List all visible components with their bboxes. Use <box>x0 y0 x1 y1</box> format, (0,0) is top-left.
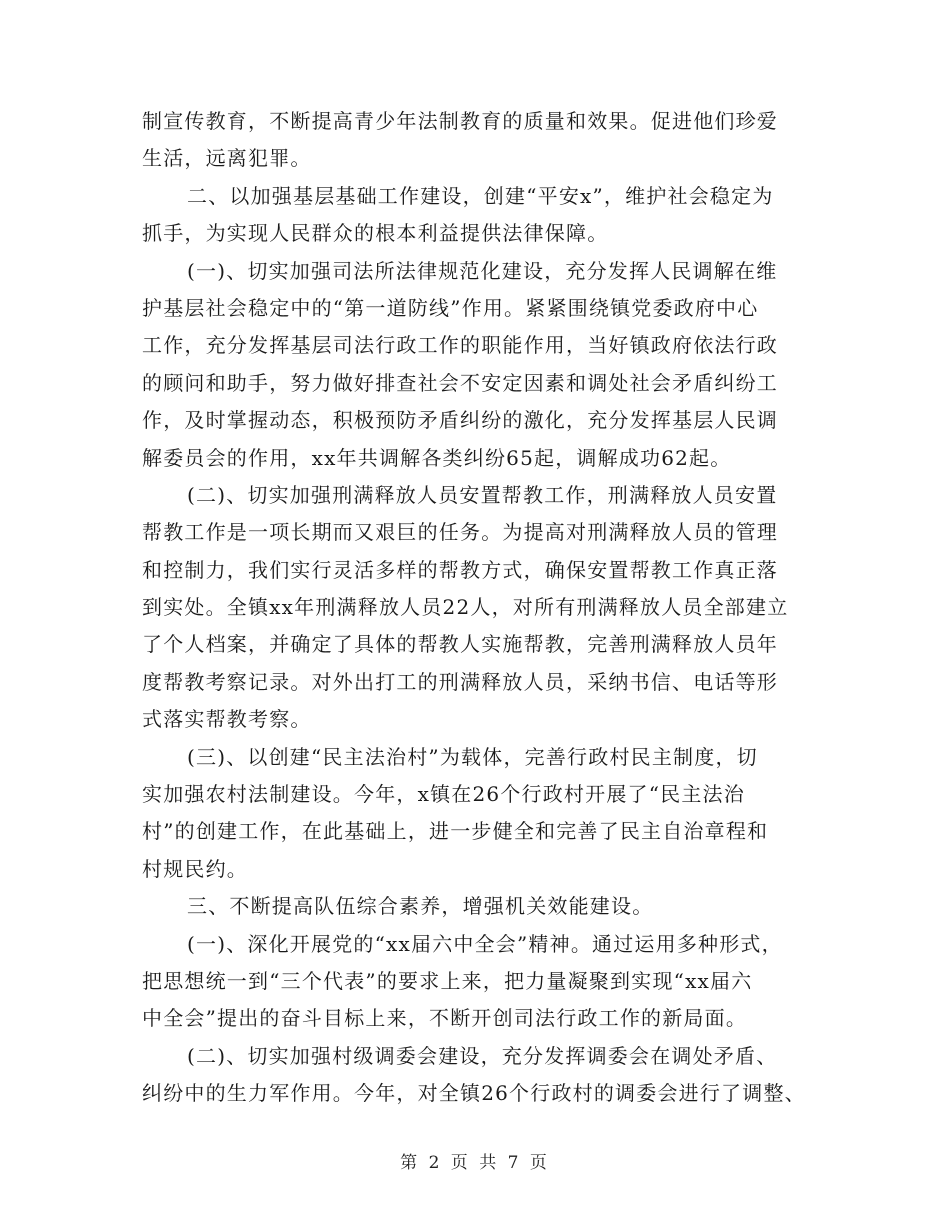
page-number-footer: 第 2 页 共 7 页 <box>400 1153 550 1173</box>
text-line: 解委员会的作用，xx年共调解各类纠纷65起，调解成功62起。 <box>142 445 732 470</box>
text-line: (一)、深化开展党的“xx届六中全会”精神。通过运用多种形式， <box>187 931 783 956</box>
text-line: 村规民约。 <box>142 856 248 881</box>
text-line: 村”的创建工作，在此基础上，进一步健全和完善了民主自治章程和 <box>142 819 769 844</box>
text-line: 中全会”提出的奋斗目标上来，不断开创司法行政工作的新局面。 <box>142 1006 748 1031</box>
text-line: 到实处。全镇xx年刑满释放人员22人，对所有刑满释放人员全部建立 <box>142 595 789 620</box>
text-line: (二)、切实加强刑满释放人员安置帮教工作，刑满释放人员安置 <box>187 482 778 507</box>
text-line: (三)、以创建“民主法治村”为载体，完善行政村民主制度，切 <box>187 744 758 769</box>
text-line: 实加强农村法制建设。今年，x镇在26个行政村开展了“民主法治 <box>142 782 745 807</box>
text-line: 作，及时掌握动态，积极预防矛盾纠纷的激化，充分发挥基层人民调 <box>142 408 778 433</box>
document-body <box>142 103 822 1113</box>
text-line: 三、不断提高队伍综合素养，增强机关效能建设。 <box>187 894 654 919</box>
text-line: 和控制力，我们实行灵活多样的帮教方式，确保安置帮教工作真正落 <box>142 557 778 582</box>
text-line: 纠纷中的生力军作用。今年，对全镇26个行政村的调委会进行了调整、 <box>142 1081 806 1106</box>
text-line: 的顾问和助手，努力做好排查社会不安定因素和调处社会矛盾纠纷工 <box>142 370 778 395</box>
text-line: 式落实帮教考察。 <box>142 707 312 732</box>
text-line: 了个人档案，并确定了具体的帮教人实施帮教，完善刑满释放人员年 <box>142 632 778 657</box>
text-line: 生活，远离犯罪。 <box>142 146 312 171</box>
text-line: 护基层社会稳定中的“第一道防线”作用。紧紧围绕镇党委政府中心 <box>142 295 759 320</box>
text-line: 二、以加强基层基础工作建设，创建“平安x”，维护社会稳定为 <box>187 183 774 208</box>
text-line: 工作，充分发挥基层司法行政工作的职能作用，当好镇政府依法行政 <box>142 333 778 358</box>
text-line: 把思想统一到“三个代表”的要求上来，把力量凝聚到实现“xx届六 <box>142 968 753 993</box>
text-line: 帮教工作是一项长期而又艰巨的任务。为提高对刑满释放人员的管理 <box>142 520 778 545</box>
text-line: 制宣传教育，不断提高青少年法制教育的质量和效果。促进他们珍爱 <box>142 109 778 133</box>
text-line: (二)、切实加强村级调委会建设，充分发挥调委会在调处矛盾、 <box>187 1043 778 1068</box>
text-line: 度帮教考察记录。对外出打工的刑满释放人员，采纳书信、电话等形 <box>142 669 778 694</box>
text-line: (一)、切实加强司法所法律规范化建设，充分发挥人民调解在维 <box>187 258 778 283</box>
text-line: 抓手，为实现人民群众的根本利益提供法律保障。 <box>142 221 609 246</box>
